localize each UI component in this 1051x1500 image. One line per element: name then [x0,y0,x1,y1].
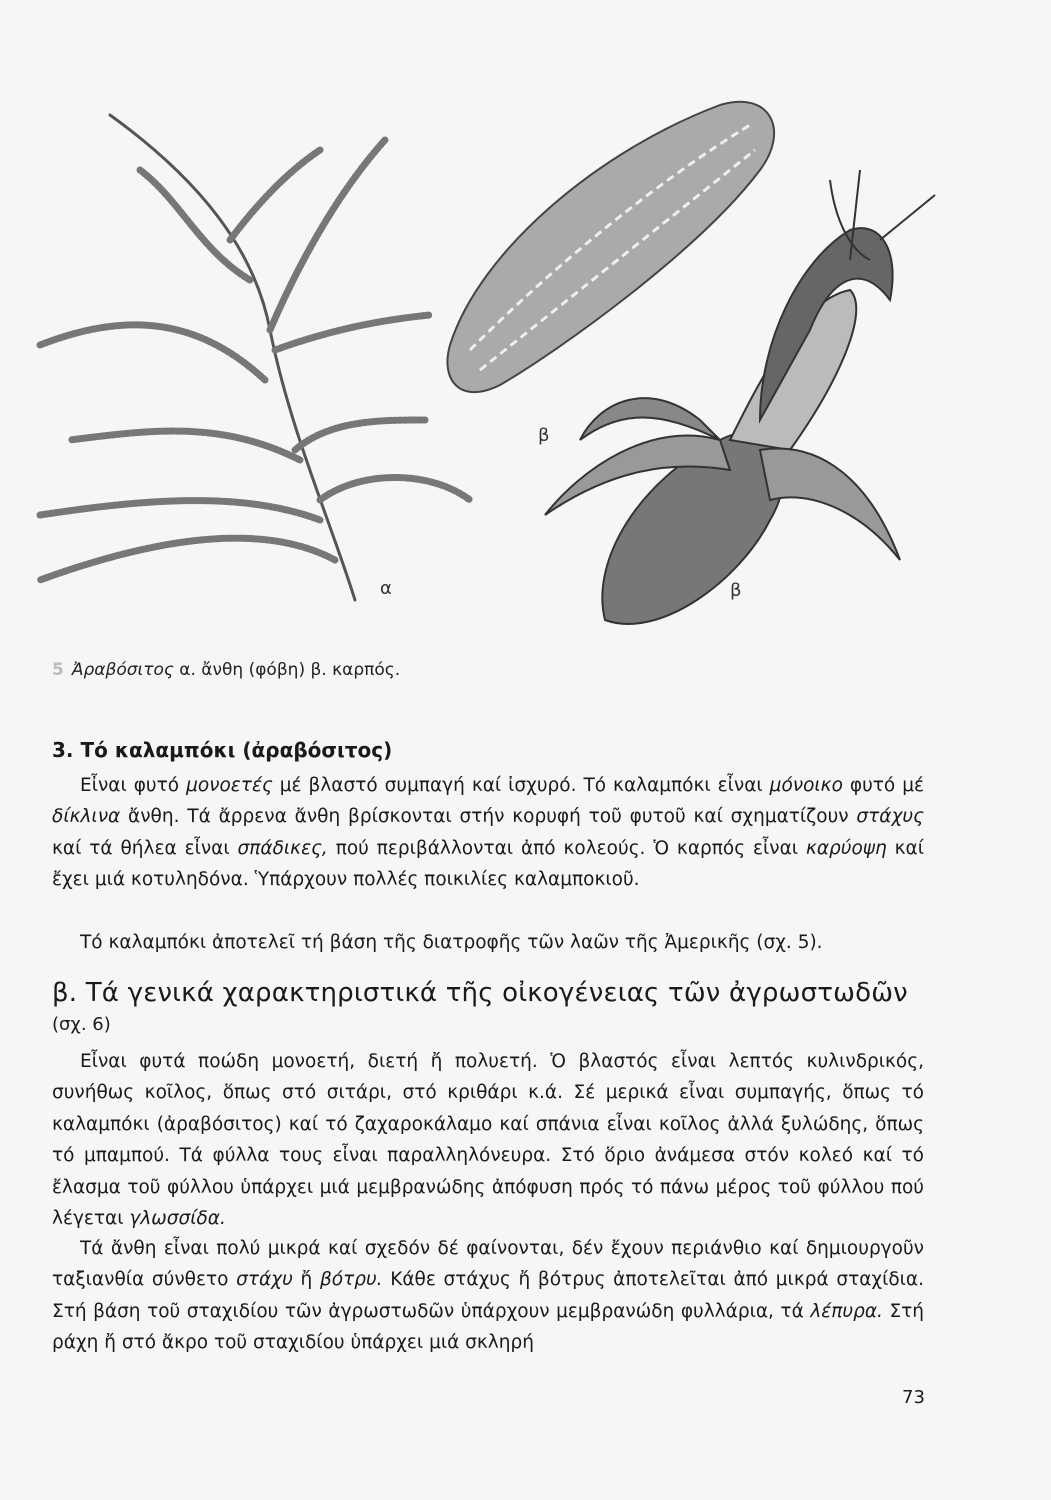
emphasized-term: σπάδικες, [237,837,328,859]
section-heading-maize: 3. Τό καλαμπόκι (ἀραβόσιτος) [52,738,393,762]
paragraph [52,1046,924,1234]
text-run: Κάθε στάχυς ἤ βότρυς ἀποτελεῖται ἀπό μικρά σταχίδια. Στή βάση τοῦ σταχιδίου τῶν ἀγρωστωδῶν ὑπάρχουν μεμβρανώδη φυλλάρια, τά [52,1269,924,1322]
text-run: μέ βλαστό συμπαγή καί ἰσχυρό. Τό καλαμπόκι εἶναι [272,775,770,796]
emphasized-term: δίκλινα [52,806,121,828]
paragraph [52,770,924,896]
figure-caption [52,660,400,680]
text-run: Εἶναι φυτά ποώδη μονοετή, διετή ἤ πολυετή. Ὁ βλαστός εἶναι λεπτός κυλινδρικός, συνήθως κοῖλος, ὅπως στό σιτάρι, στό κριθάρι κ.ά. Σέ μερικά εἶναι συμπαγής, ὅπως τό καλαμπόκι (ἀραβόσιτος) καί τό ζαχαροκάλαμο καί σπάνια εἶναι κοῖλος ἀλλά ξυλώδης, ὅπως τό μπαμπού. Τά φύλλα τους εἶναι παραλληλόνευρα. Στό ὅριο ἀνάμεσα στόν κολεό καί τό ἔλασμα τοῦ φύλλου ὑπάρχει μιά μεμβρανώδης ἀπόφυση πρός τό πάνω μέρος τοῦ φύλλου πού λέγεται [52,1051,924,1230]
page-number: 73 [902,1387,925,1408]
figure-number: 5 [52,660,64,680]
caption-text: α. ἄνθη (φόβη) β. καρπός. [173,660,401,680]
emphasized-term: γλωσσίδα. [129,1208,226,1230]
text-run: καί ἔχει μιά κοτυληδόνα. Ὑπάρχουν πολλές ποικιλίες καλαμποκιοῦ. [52,837,924,891]
text-run: φυτό μέ [842,775,924,796]
corn-cob-drawing [447,102,774,392]
text-run: Εἶναι φυτό [80,775,187,796]
emphasized-term: βότρυ. [319,1269,383,1291]
panicle-flowers-drawing [40,115,470,600]
text-run: Στή ράχη ἤ στό ἄκρο τοῦ σταχιδίου ὑπάρχει μιά σκληρή [52,1300,925,1354]
maize-drawing [0,0,1051,650]
emphasized-term: καρύοψη [805,837,887,859]
caption-title: Ἀραβόσιτος [71,660,174,680]
emphasized-term: μόνοικο [769,775,843,796]
text-run: Τά ἄνθη εἶναι πολύ μικρά καί σχεδόν δέ φαίνονται, δέν ἔχουν περιάνθιο καί δημιουργοῦν ταξιανθία σύνθετο [52,1238,924,1291]
label-beta-cob: β [538,425,550,446]
label-alpha: α [380,578,392,599]
label-beta-ear: β [730,580,742,601]
text-run: καί τά θήλεα εἶναι [52,837,238,859]
text-run: πού περιβάλλονται ἀπό κολεούς. Ὁ καρπός εἶναι [327,837,806,859]
emphasized-term: στάχυ [236,1269,293,1291]
emphasized-term: στάχυς [856,806,924,828]
text-run: ἄνθη. Τά ἄρρενα ἄνθη βρίσκονται στήν κορυφή τοῦ φυτοῦ καί σχηματίζουν [120,806,857,828]
emphasized-term: μονοετές [186,775,273,796]
paragraph [52,927,924,958]
section-figure-reference: (σχ. 6) [52,1014,111,1035]
figure-5-maize-illustration [0,0,1051,650]
section-heading-grasses: β. Τά γενικά χαρακτηριστικά τῆς οἰκογένειας τῶν ἀγρωστωδῶν [52,978,908,1008]
text-run: ἤ [292,1269,320,1291]
paragraph [52,1233,924,1359]
text-run: Τό καλαμπόκι ἀποτελεῖ τή βάση τῆς διατροφῆς τῶν λαῶν τῆς Ἀμερικῆς (σχ. 5). [80,932,823,953]
emphasized-term: λέπυρα. [810,1300,883,1322]
